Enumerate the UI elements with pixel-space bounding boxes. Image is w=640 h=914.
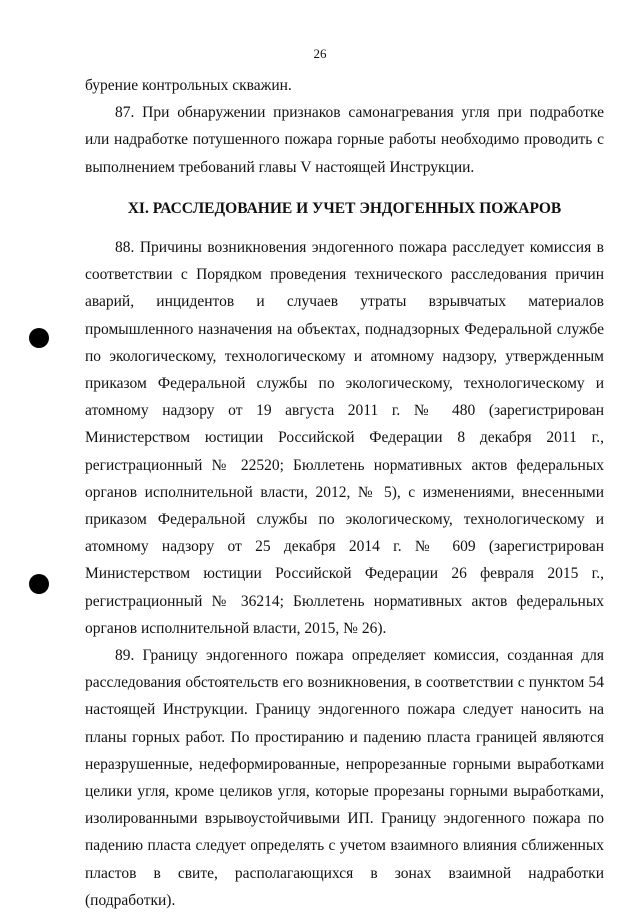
document-body bbox=[85, 72, 604, 914]
paragraph-87: 87. При обнаружении признаков самонагревания угля при подработке или надработке потушенного пожара горные работы необходимо проводить с выполнением требований главы V настоящей Инструкции. bbox=[85, 104, 604, 176]
hole-punch-mark bbox=[29, 574, 49, 594]
paragraph-continuation: бурение контрольных скважин. bbox=[85, 77, 292, 94]
paragraph-88: 88. Причины возникновения эндогенного пожара расследует комиссия в соответствии с Порядком проведения технического расследования причин аварий, инцидентов и случаев утраты взрывчатых материалов промышленного назначения на объектах, поднадзорных Федеральной службе по экологическому, технологическому и атомному надзору, утвержденным приказом Федеральной службы по экологическому, технологическому и атомному надзору от 19 августа 2011 г. № 480 (зарегистрирован Министерством юстиции Российской Федерации 8 декабря 2011 г., регистрационный № 22520; Бюллетень нормативных актов федеральных органов исполнительной власти, 2012, № 5), с изменениями, внесенными приказом Федеральной службы по экологическому, технологическому и атомному надзору от 25 декабря 2014 г. № 609 (зарегистрирован Министерством юстиции Российской Федерации 26 февраля 2015 г., регистрационный № 36214; Бюллетень нормативных актов федеральных органов исполнительной власти, 2015, № 26). bbox=[85, 239, 604, 637]
page-number: 26 bbox=[313, 46, 327, 61]
section-title: XI. РАССЛЕДОВАНИЕ И УЧЕТ ЭНДОГЕННЫХ ПОЖАРОВ bbox=[127, 199, 562, 217]
paragraph-89: 89. Границу эндогенного пожара определяет комиссия, созданная для расследования обстоятельств его возникновения, в соответствии с пунктом 54 настоящей Инструкции. Границу эндогенного пожара следует наносить на планы горных работ. По простиранию и падению пласта границей являются неразрушенные, недеформированные, непрорезанные горными выработками целики угля, кроме целиков угля, которые прорезаны горными выработками, изолированными взрывоустойчивыми ИП. Границу эндогенного пожара по падению пласта следует определять с учетом взаимного влияния сближенных пластов в свите, располагающихся в зонах взаимной надработки (подработки). bbox=[85, 647, 604, 909]
hole-punch-mark bbox=[29, 328, 49, 348]
